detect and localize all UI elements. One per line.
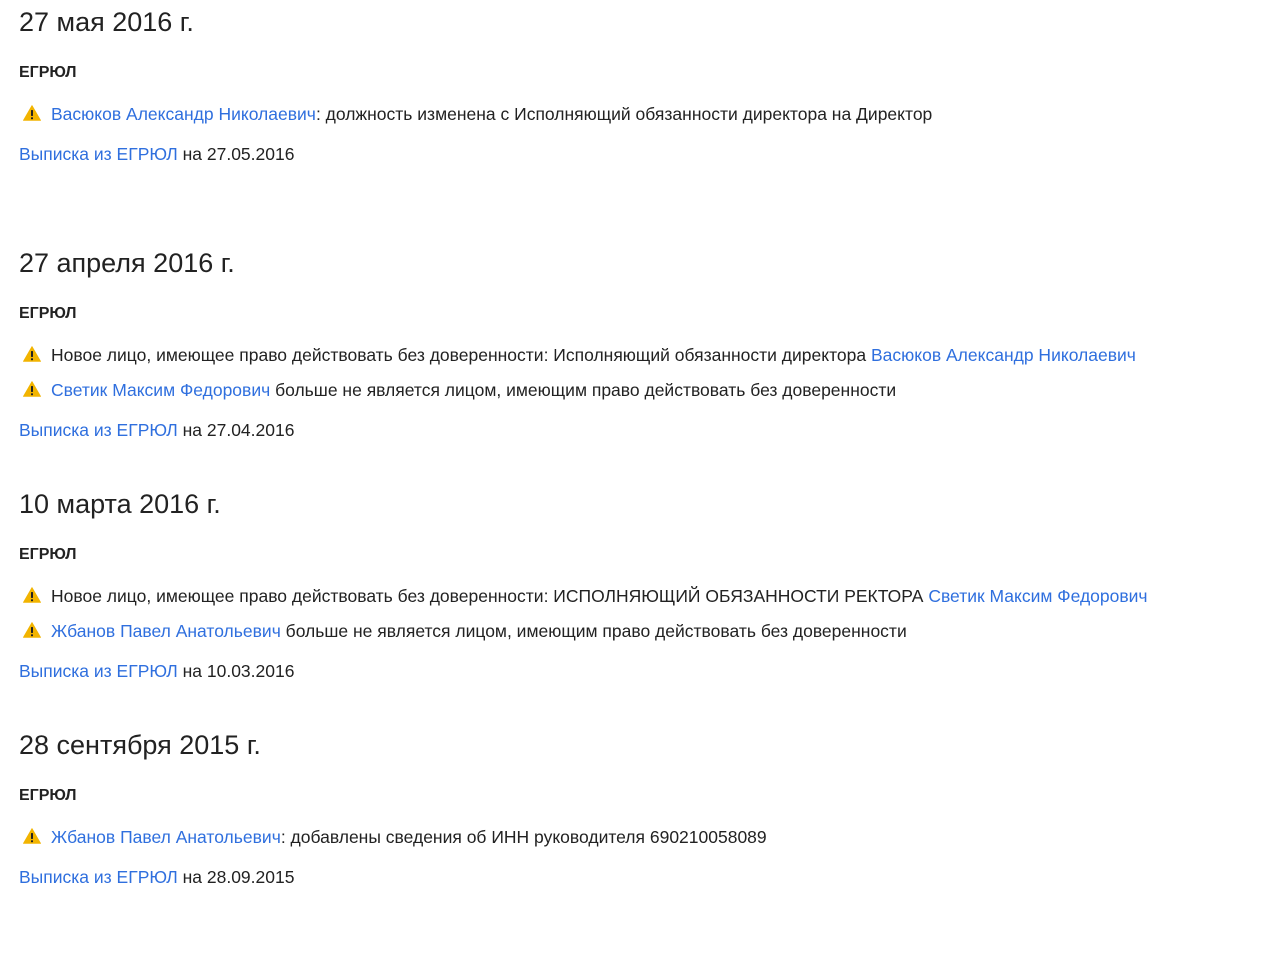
egrul-extract-link[interactable]: Выписка из ЕГРЮЛ [19, 420, 178, 440]
egrul-extract-link[interactable]: Выписка из ЕГРЮЛ [19, 144, 178, 164]
event-list [19, 825, 767, 860]
change-entry [19, 241, 1277, 482]
event-description: : добавлены сведения об ИНН руководителя 690210058089 [280, 827, 767, 847]
person-link[interactable]: Васюков Александр Николаевич [51, 104, 316, 124]
warning-icon [23, 378, 43, 402]
entry-date: 28 сентября 2015 г. [19, 730, 261, 760]
event-description: : должность изменена с Исполняющий обязанности директора на Директор [315, 104, 933, 124]
event-text [51, 584, 1148, 608]
warning-icon [23, 825, 43, 849]
entry-source: ЕГРЮЛ [19, 64, 77, 81]
entry-source: ЕГРЮЛ [19, 546, 77, 563]
entry-date: 10 марта 2016 г. [19, 489, 221, 519]
event-description: больше не является лицом, имеющим право действовать без доверенности [270, 380, 897, 400]
event-item [19, 343, 1136, 378]
warning-icon [23, 102, 43, 126]
entry-source: ЕГРЮЛ [19, 305, 77, 322]
event-text [51, 825, 767, 849]
event-item [19, 619, 1148, 654]
person-link[interactable]: Жбанов Павел Анатольевич [51, 827, 281, 847]
event-description: Новое лицо, имеющее право действовать без доверенности: Исполняющий обязанности директора [51, 345, 871, 365]
event-text [51, 619, 907, 643]
egrul-extract-link[interactable]: Выписка из ЕГРЮЛ [19, 661, 178, 681]
event-text [51, 102, 932, 126]
entry-date: 27 мая 2016 г. [19, 7, 194, 37]
event-description: больше не является лицом, имеющим право действовать без доверенности [280, 621, 907, 641]
extract-line [19, 142, 294, 166]
warning-icon [23, 619, 43, 643]
warning-icon [23, 343, 43, 367]
extract-date: на 27.04.2016 [177, 420, 295, 440]
person-link[interactable]: Светик Максим Федорович [51, 380, 271, 400]
change-entry [19, 0, 1277, 241]
event-list [19, 584, 1148, 654]
extract-line [19, 418, 294, 442]
extract-date: на 10.03.2016 [177, 661, 295, 681]
event-list [19, 343, 1136, 413]
event-text [51, 343, 1136, 367]
event-description: Новое лицо, имеющее право действовать без доверенности: ИСПОЛНЯЮЩИЙ ОБЯЗАННОСТИ РЕКТОРА [51, 586, 929, 606]
extract-date: на 27.05.2016 [177, 144, 295, 164]
change-entry [19, 482, 1277, 723]
event-text [51, 378, 896, 402]
entry-source: ЕГРЮЛ [19, 787, 77, 804]
change-entry [19, 723, 1277, 964]
event-item [19, 584, 1148, 619]
event-list [19, 102, 932, 137]
extract-date: на 28.09.2015 [177, 867, 295, 887]
extract-line [19, 865, 294, 889]
event-item [19, 825, 767, 860]
entry-date: 27 апреля 2016 г. [19, 248, 235, 278]
event-item [19, 102, 932, 137]
person-link[interactable]: Жбанов Павел Анатольевич [51, 621, 281, 641]
person-link[interactable]: Светик Максим Федорович [928, 586, 1148, 606]
extract-line [19, 659, 294, 683]
event-item [19, 378, 1136, 413]
warning-icon [23, 584, 43, 608]
changes-feed [19, 0, 1277, 964]
person-link[interactable]: Васюков Александр Николаевич [870, 345, 1136, 365]
egrul-extract-link[interactable]: Выписка из ЕГРЮЛ [19, 867, 178, 887]
